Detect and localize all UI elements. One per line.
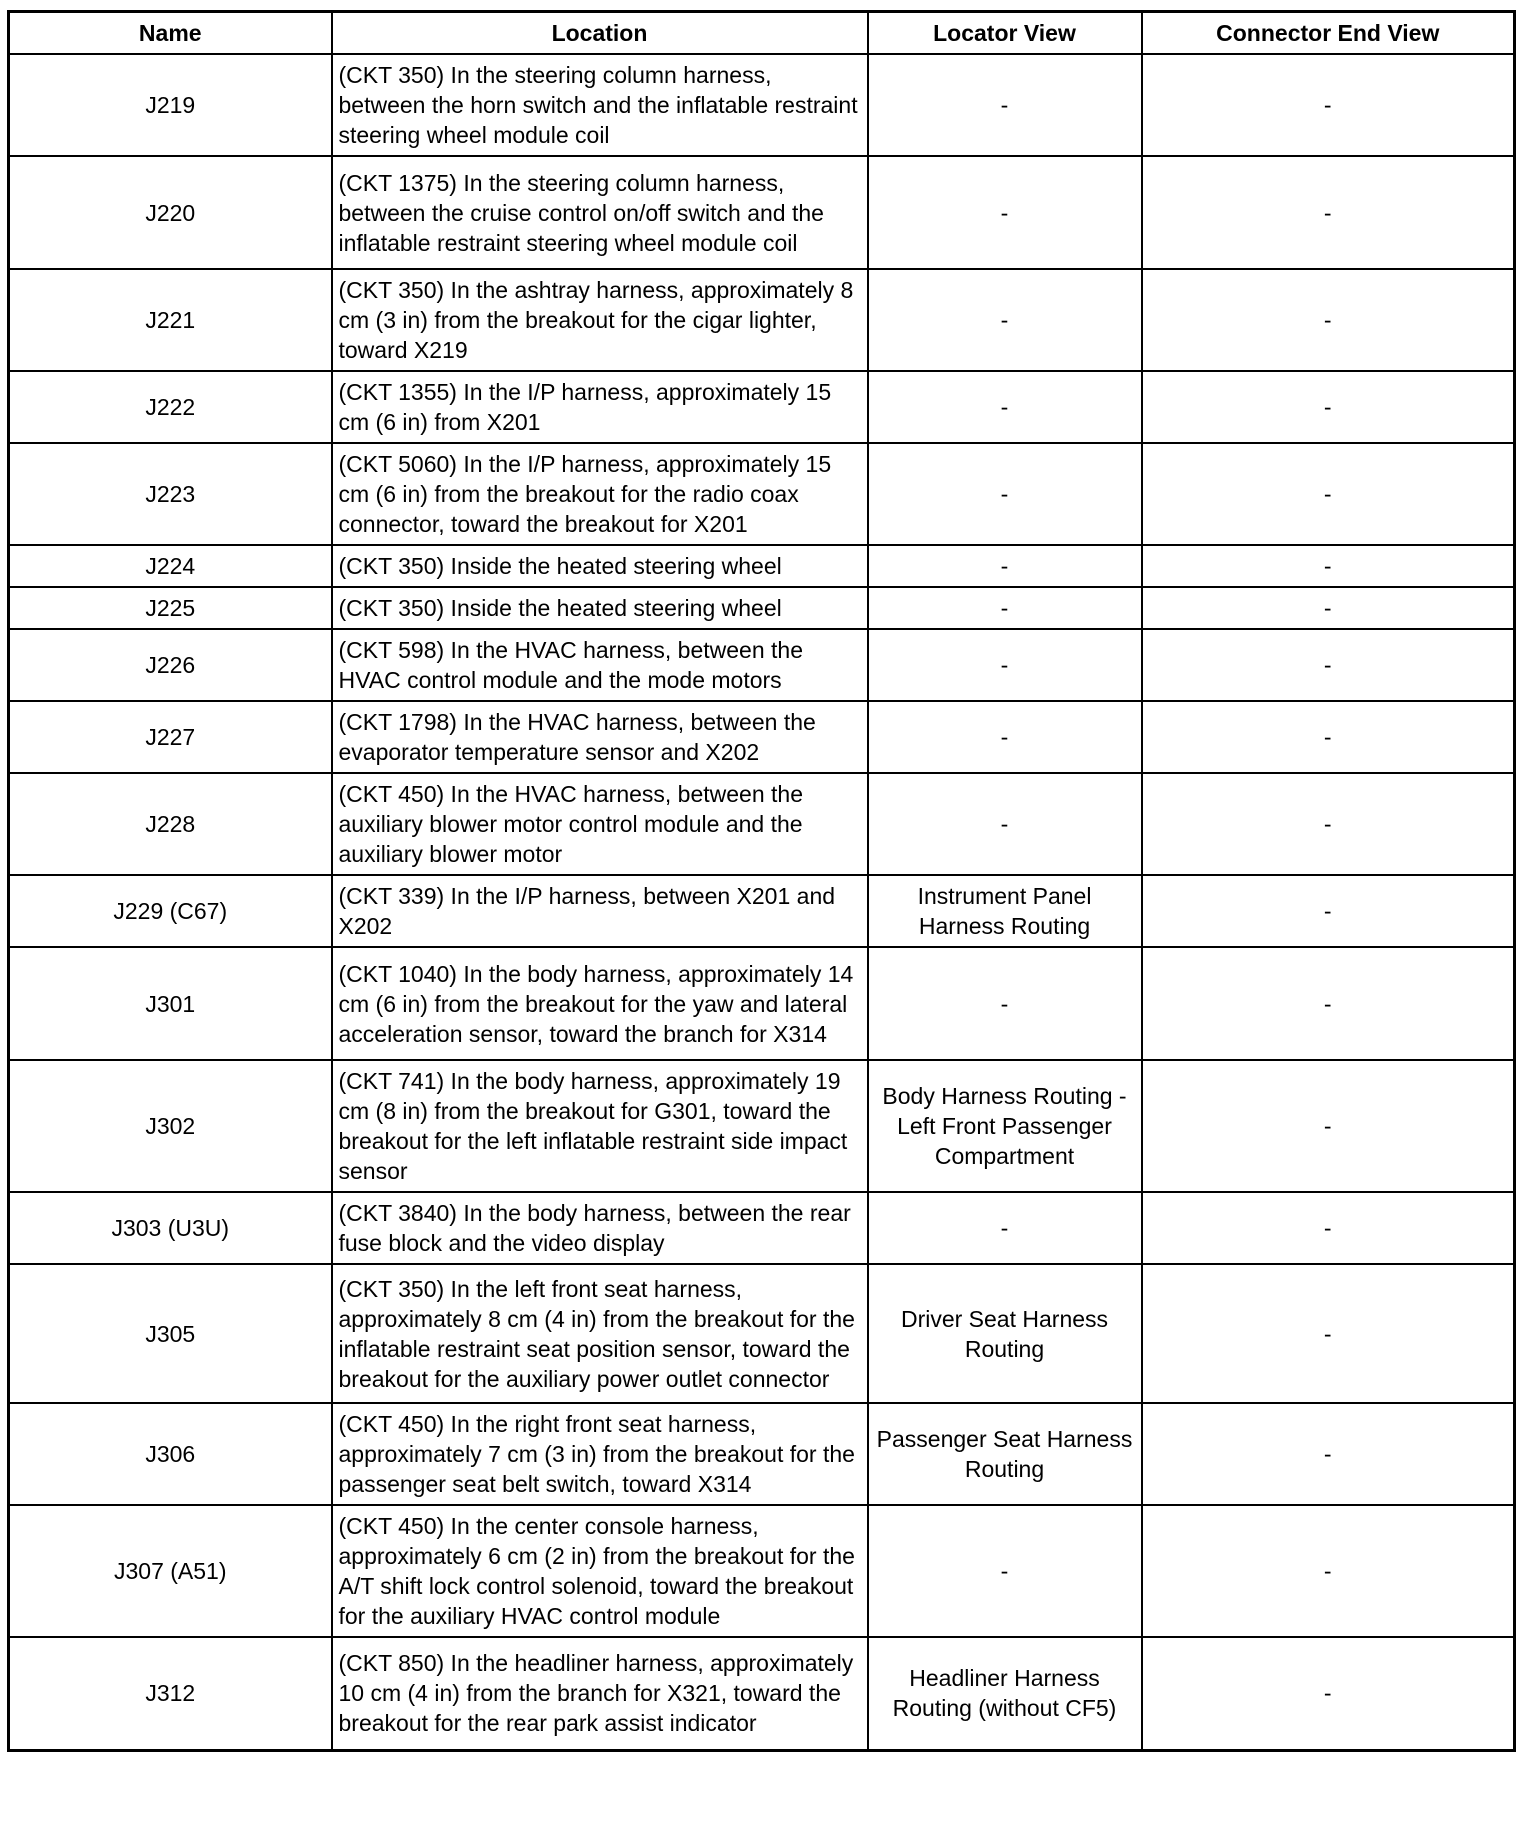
splice-location-table bbox=[7, 10, 1516, 1752]
connector-end-view-cell: - bbox=[1142, 629, 1515, 701]
location-cell: (CKT 3840) In the body harness, between the rear fuse block and the video display bbox=[332, 1192, 868, 1264]
table-row bbox=[9, 947, 1515, 1060]
locator-view-cell: - bbox=[868, 773, 1142, 875]
locator-view-cell: - bbox=[868, 545, 1142, 587]
locator-view-cell: - bbox=[868, 1505, 1142, 1637]
locator-view-cell: - bbox=[868, 156, 1142, 269]
connector-end-view-cell: - bbox=[1142, 875, 1515, 947]
location-cell: (CKT 741) In the body harness, approximately 19 cm (8 in) from the breakout for G301, toward the breakout for the left inflatable restraint side impact sensor bbox=[332, 1060, 868, 1192]
connector-end-view-cell: - bbox=[1142, 587, 1515, 629]
splice-name-cell: J228 bbox=[9, 773, 332, 875]
table-row bbox=[9, 1192, 1515, 1264]
locator-view-cell: - bbox=[868, 371, 1142, 443]
location-cell: (CKT 1798) In the HVAC harness, between the evaporator temperature sensor and X202 bbox=[332, 701, 868, 773]
table-row bbox=[9, 1505, 1515, 1637]
location-cell: (CKT 350) Inside the heated steering wheel bbox=[332, 587, 868, 629]
location-cell: (CKT 1355) In the I/P harness, approximately 15 cm (6 in) from X201 bbox=[332, 371, 868, 443]
connector-end-view-cell: - bbox=[1142, 1192, 1515, 1264]
connector-end-view-cell: - bbox=[1142, 443, 1515, 545]
table-row bbox=[9, 54, 1515, 156]
location-cell: (CKT 598) In the HVAC harness, between the HVAC control module and the mode motors bbox=[332, 629, 868, 701]
splice-name-cell: J220 bbox=[9, 156, 332, 269]
connector-end-view-cell: - bbox=[1142, 156, 1515, 269]
locator-view-cell: - bbox=[868, 443, 1142, 545]
splice-name-cell: J227 bbox=[9, 701, 332, 773]
locator-view-cell: Passenger Seat Harness Routing bbox=[868, 1403, 1142, 1505]
connector-end-view-cell: - bbox=[1142, 54, 1515, 156]
splice-name-cell: J229 (C67) bbox=[9, 875, 332, 947]
locator-view-cell: Body Harness Routing - Left Front Passenger Compartment bbox=[868, 1060, 1142, 1192]
column-header-name: Name bbox=[9, 12, 332, 55]
table-header-row bbox=[9, 12, 1515, 55]
locator-view-cell: Driver Seat Harness Routing bbox=[868, 1264, 1142, 1403]
splice-name-cell: J306 bbox=[9, 1403, 332, 1505]
connector-end-view-cell: - bbox=[1142, 269, 1515, 371]
connector-end-view-cell: - bbox=[1142, 773, 1515, 875]
splice-name-cell: J312 bbox=[9, 1637, 332, 1750]
location-cell: (CKT 1375) In the steering column harness, between the cruise control on/off switch and the inflatable restraint steering wheel module coil bbox=[332, 156, 868, 269]
connector-end-view-cell: - bbox=[1142, 371, 1515, 443]
table-row bbox=[9, 1403, 1515, 1505]
locator-view-cell: - bbox=[868, 54, 1142, 156]
column-header-location: Location bbox=[332, 12, 868, 55]
location-cell: (CKT 350) In the left front seat harness, approximately 8 cm (4 in) from the breakout for the inflatable restraint seat position sensor, toward the breakout for the auxiliary power outlet connector bbox=[332, 1264, 868, 1403]
location-cell: (CKT 450) In the HVAC harness, between the auxiliary blower motor control module and the auxiliary blower motor bbox=[332, 773, 868, 875]
splice-name-cell: J222 bbox=[9, 371, 332, 443]
connector-end-view-cell: - bbox=[1142, 1637, 1515, 1750]
splice-name-cell: J225 bbox=[9, 587, 332, 629]
table-row bbox=[9, 269, 1515, 371]
splice-name-cell: J224 bbox=[9, 545, 332, 587]
connector-end-view-cell: - bbox=[1142, 701, 1515, 773]
table-row bbox=[9, 1637, 1515, 1750]
splice-name-cell: J226 bbox=[9, 629, 332, 701]
table-row bbox=[9, 701, 1515, 773]
splice-name-cell: J301 bbox=[9, 947, 332, 1060]
splice-name-cell: J221 bbox=[9, 269, 332, 371]
locator-view-cell: - bbox=[868, 629, 1142, 701]
connector-end-view-cell: - bbox=[1142, 947, 1515, 1060]
locator-view-cell: - bbox=[868, 587, 1142, 629]
location-cell: (CKT 339) In the I/P harness, between X201 and X202 bbox=[332, 875, 868, 947]
splice-name-cell: J307 (A51) bbox=[9, 1505, 332, 1637]
table-row bbox=[9, 443, 1515, 545]
location-cell: (CKT 350) In the steering column harness, between the horn switch and the inflatable restraint steering wheel module coil bbox=[332, 54, 868, 156]
location-cell: (CKT 350) Inside the heated steering wheel bbox=[332, 545, 868, 587]
locator-view-cell: - bbox=[868, 1192, 1142, 1264]
table-row bbox=[9, 629, 1515, 701]
table-row bbox=[9, 1264, 1515, 1403]
table-row bbox=[9, 587, 1515, 629]
location-cell: (CKT 450) In the right front seat harness, approximately 7 cm (3 in) from the breakout for the passenger seat belt switch, toward X314 bbox=[332, 1403, 868, 1505]
connector-end-view-cell: - bbox=[1142, 1403, 1515, 1505]
connector-end-view-cell: - bbox=[1142, 1060, 1515, 1192]
splice-name-cell: J223 bbox=[9, 443, 332, 545]
table-row bbox=[9, 875, 1515, 947]
splice-name-cell: J305 bbox=[9, 1264, 332, 1403]
table-row bbox=[9, 371, 1515, 443]
table-row bbox=[9, 1060, 1515, 1192]
connector-end-view-cell: - bbox=[1142, 1505, 1515, 1637]
table-row bbox=[9, 156, 1515, 269]
location-cell: (CKT 850) In the headliner harness, approximately 10 cm (4 in) from the branch for X321, toward the breakout for the rear park assist indicator bbox=[332, 1637, 868, 1750]
column-header-locator-view: Locator View bbox=[868, 12, 1142, 55]
locator-view-cell: - bbox=[868, 701, 1142, 773]
location-cell: (CKT 350) In the ashtray harness, approximately 8 cm (3 in) from the breakout for the cigar lighter, toward X219 bbox=[332, 269, 868, 371]
splice-name-cell: J302 bbox=[9, 1060, 332, 1192]
locator-view-cell: - bbox=[868, 269, 1142, 371]
locator-view-cell: - bbox=[868, 947, 1142, 1060]
table-row bbox=[9, 773, 1515, 875]
splice-name-cell: J303 (U3U) bbox=[9, 1192, 332, 1264]
connector-end-view-cell: - bbox=[1142, 1264, 1515, 1403]
location-cell: (CKT 5060) In the I/P harness, approximately 15 cm (6 in) from the breakout for the radio coax connector, toward the breakout for X201 bbox=[332, 443, 868, 545]
table-row bbox=[9, 545, 1515, 587]
splice-name-cell: J219 bbox=[9, 54, 332, 156]
column-header-connector-end-view: Connector End View bbox=[1142, 12, 1515, 55]
locator-view-cell: Instrument Panel Harness Routing bbox=[868, 875, 1142, 947]
connector-end-view-cell: - bbox=[1142, 545, 1515, 587]
location-cell: (CKT 450) In the center console harness, approximately 6 cm (2 in) from the breakout for the A/T shift lock control solenoid, toward the breakout for the auxiliary HVAC control module bbox=[332, 1505, 868, 1637]
locator-view-cell: Headliner Harness Routing (without CF5) bbox=[868, 1637, 1142, 1750]
table-body bbox=[9, 54, 1515, 1750]
location-cell: (CKT 1040) In the body harness, approximately 14 cm (6 in) from the breakout for the yaw and lateral acceleration sensor, toward the branch for X314 bbox=[332, 947, 868, 1060]
